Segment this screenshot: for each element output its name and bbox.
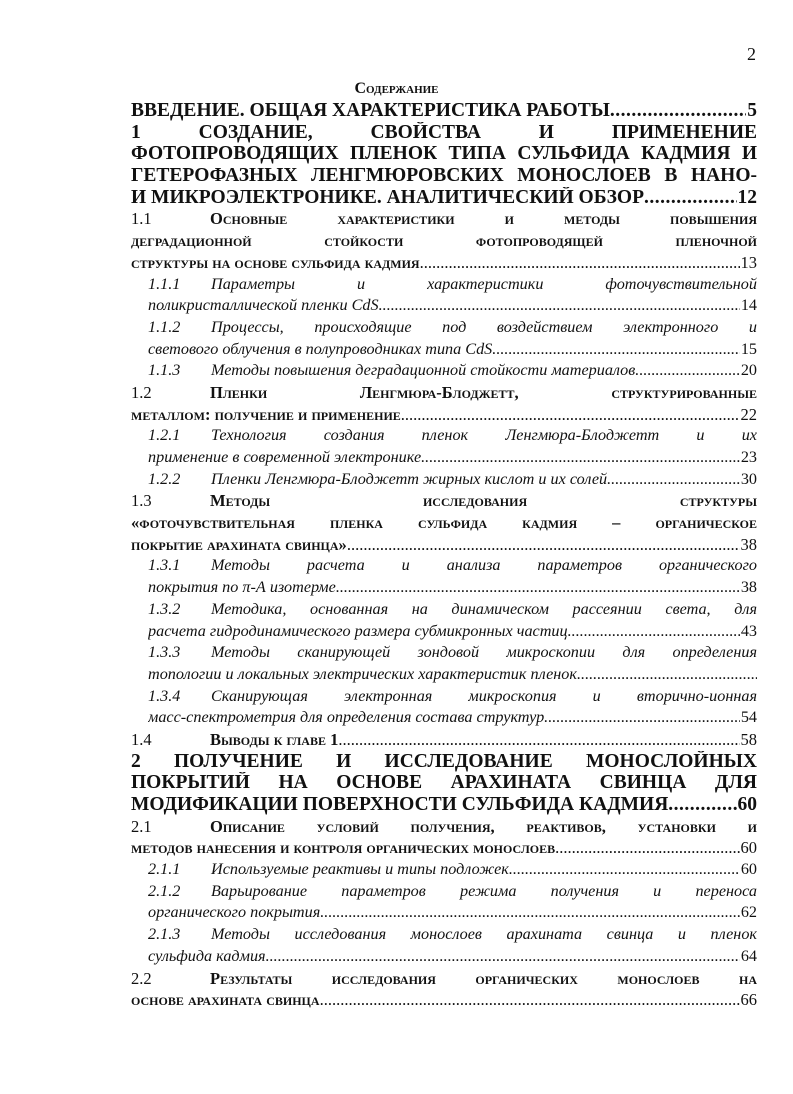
toc-entry-1-1[interactable]: 1.1 Основные характеристики и методы повышения деградационной стойкости фотопроводящей пленочной структуры на основе сульфида кадмия ..... 13 — [131, 208, 757, 273]
toc-entry-1-3-4[interactable]: 1.3.4 Сканирующая электронная микроскопия и вторично-ионная масс-спектрометрия для определения состава структур ..... 54 — [131, 686, 757, 729]
toc-entry-1-1-2[interactable]: 1.1.2 Процессы, происходящие под воздействием электронного и светового облучения в полупроводниках типа CdS ..... 15 — [131, 317, 757, 360]
toc-entry-2-1[interactable]: 2.1 Описание условий получения, реактивов, установки и методов нанесения и контроля органических монослоев ..... 60 — [131, 816, 757, 859]
toc-entry-1-1-3[interactable]: 1.1.3 Методы повышения деградационной стойкости материалов ..... 20 — [131, 360, 757, 382]
toc-entry-2-1-3[interactable]: 2.1.3 Методы исследования монослоев арахината свинца и пленок сульфида кадмия ..... 64 — [131, 924, 757, 967]
toc-entry-chapter-1[interactable]: 1 СОЗДАНИЕ, СВОЙСТВА И ПРИМЕНЕНИЕ ФОТОПРОВОДЯЩИХ ПЛЕНОК ТИПА СУЛЬФИДА КАДМИЯ И ГЕТЕРОФАЗНЫХ ЛЕНГМЮРОВСКИХ МОНОСЛОЕВ В НАНО- И МИКРОЭЛЕКТРОНИКЕ. АНАЛИТИЧЕСКИЙ ОБЗОР ..... 12 — [131, 122, 757, 209]
toc-entry-2-2[interactable]: 2.2 Результаты исследования органических монослоев на основе арахината свинца ..... 66 — [131, 968, 757, 1011]
toc-entry-1-4[interactable]: 1.4 Выводы к главе 1 ..... 58 — [131, 729, 757, 751]
toc-entry-2-1-1[interactable]: 2.1.1 Используемые реактивы и типы подложек ..... 60 — [131, 859, 757, 881]
toc-entry-chapter-2[interactable]: 2 ПОЛУЧЕНИЕ И ИССЛЕДОВАНИЕ МОНОСЛОЙНЫХ ПОКРЫТИЙ НА ОСНОВЕ АРАХИНАТА СВИНЦА ДЛЯ МОДИФИКАЦИИ ПОВЕРХНОСТИ СУЛЬФИДА КАДМИЯ ..... 60 — [131, 751, 757, 816]
toc-entry-1-3-3[interactable]: 1.3.3 Методы сканирующей зондовой микроскопии для определения топологии и локальных электрических характеристик пленок ..... — [131, 642, 757, 685]
table-of-contents — [131, 100, 757, 1011]
toc-entry-1-2-2[interactable]: 1.2.2 Пленки Ленгмюра-Блоджетт жирных кислот и их солей ..... 30 — [131, 469, 757, 491]
toc-entry-1-3-2[interactable]: 1.3.2 Методика, основанная на динамическом рассеянии света, для расчета гидродинамического размера субмикронных частиц ..... 43 — [131, 599, 757, 642]
toc-entry-intro[interactable]: ВВЕДЕНИЕ. ОБЩАЯ ХАРАКТЕРИСТИКА РАБОТЫ ..... 5 — [131, 100, 757, 122]
toc-entry-2-1-2[interactable]: 2.1.2 Варьирование параметров режима получения и переноса органического покрытия ..... 62 — [131, 881, 757, 924]
toc-entry-1-1-1[interactable]: 1.1.1 Параметры и характеристики фоточувствительной поликристаллической пленки CdS ..... 14 — [131, 274, 757, 317]
toc-entry-1-2[interactable]: 1.2 Пленки Ленгмюра-Блоджетт, структурированные металлом: получение и применение ..... 22 — [131, 382, 757, 425]
toc-title: Содержание — [354, 80, 439, 97]
page-number: 2 — [747, 44, 756, 64]
toc-entry-1-2-1[interactable]: 1.2.1 Технология создания пленок Ленгмюра-Блоджетт и их применение в современной электронике ..... 23 — [131, 425, 757, 468]
toc-entry-1-3-1[interactable]: 1.3.1 Методы расчета и анализа параметров органического покрытия по π-А изотерме ..... 38 — [131, 555, 757, 598]
toc-entry-1-3[interactable]: 1.3 Методы исследования структуры «фоточувствительная пленка сульфида кадмия – органическое покрытие арахината свинца» ..... 38 — [131, 490, 757, 555]
